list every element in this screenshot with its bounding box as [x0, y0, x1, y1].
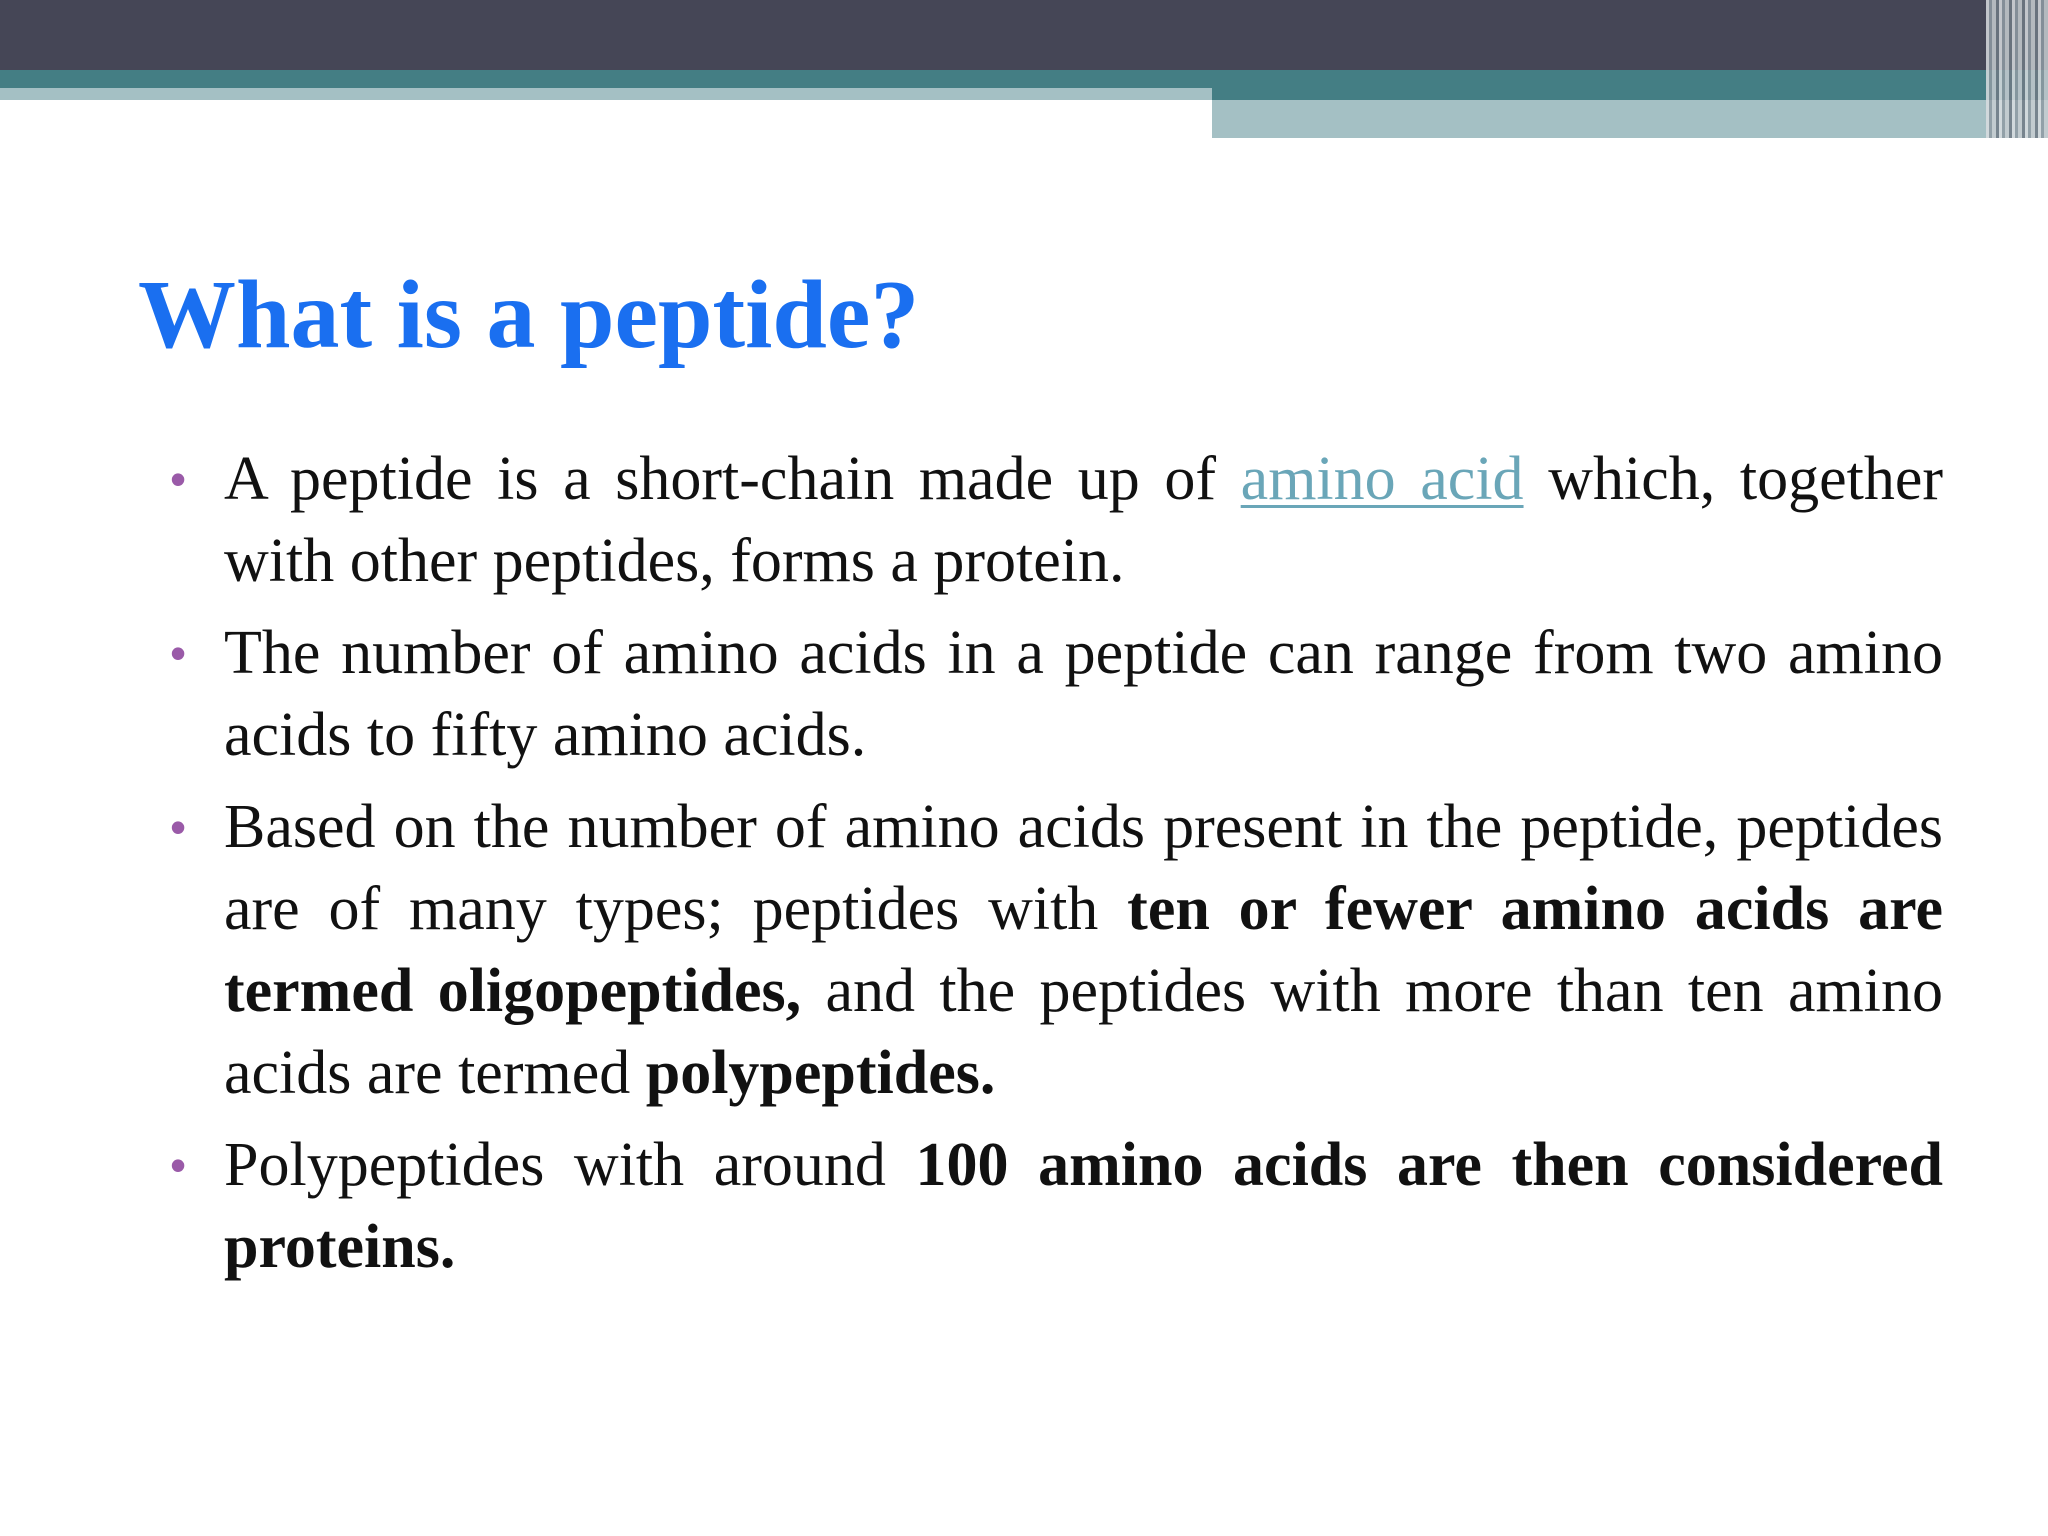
- slide-title: What is a peptide?: [138, 261, 920, 369]
- bullet-bold-text: ten or fewer amino acids are termed oligopeptides,: [224, 875, 1943, 1025]
- bullet-text: The number of amino acids in a peptide can range from two amino acids to fifty amino acids.: [224, 619, 1943, 769]
- amino-acid-link[interactable]: amino acid: [1240, 445, 1524, 513]
- bullet-text: and the peptides with more than ten amino acids are termed: [224, 957, 1944, 1107]
- header-light-band-right: [1212, 100, 2048, 138]
- bullet-dot-icon: •: [170, 453, 187, 505]
- bullet-item-3: [170, 786, 1943, 1114]
- bullet-text: which, together with other peptides, forms a protein.: [224, 445, 1943, 595]
- bullet-item-1: [170, 438, 1943, 602]
- bullet-bold-text: 100 amino acids are then considered proteins.: [224, 1131, 1943, 1281]
- bullet-dot-icon: •: [170, 1139, 187, 1191]
- header-light-band-left: [0, 88, 1212, 100]
- bullet-text: Polypeptides with around: [224, 1131, 916, 1199]
- bullet-text: A peptide is a short-chain made up of: [224, 445, 1241, 513]
- bullet-item-2: [170, 612, 1943, 776]
- bullet-list: [170, 438, 1943, 1298]
- bullet-dot-icon: •: [170, 801, 187, 853]
- header-dark-band: [0, 0, 2048, 70]
- bullet-bold-text: polypeptides.: [645, 1039, 996, 1107]
- bullet-dot-icon: •: [170, 627, 187, 679]
- header-stripes-decoration: [1986, 0, 2048, 138]
- bullet-item-4: [170, 1124, 1943, 1288]
- bullet-text: Based on the number of amino acids present in the peptide, peptides are of many types; peptides with: [224, 793, 1943, 943]
